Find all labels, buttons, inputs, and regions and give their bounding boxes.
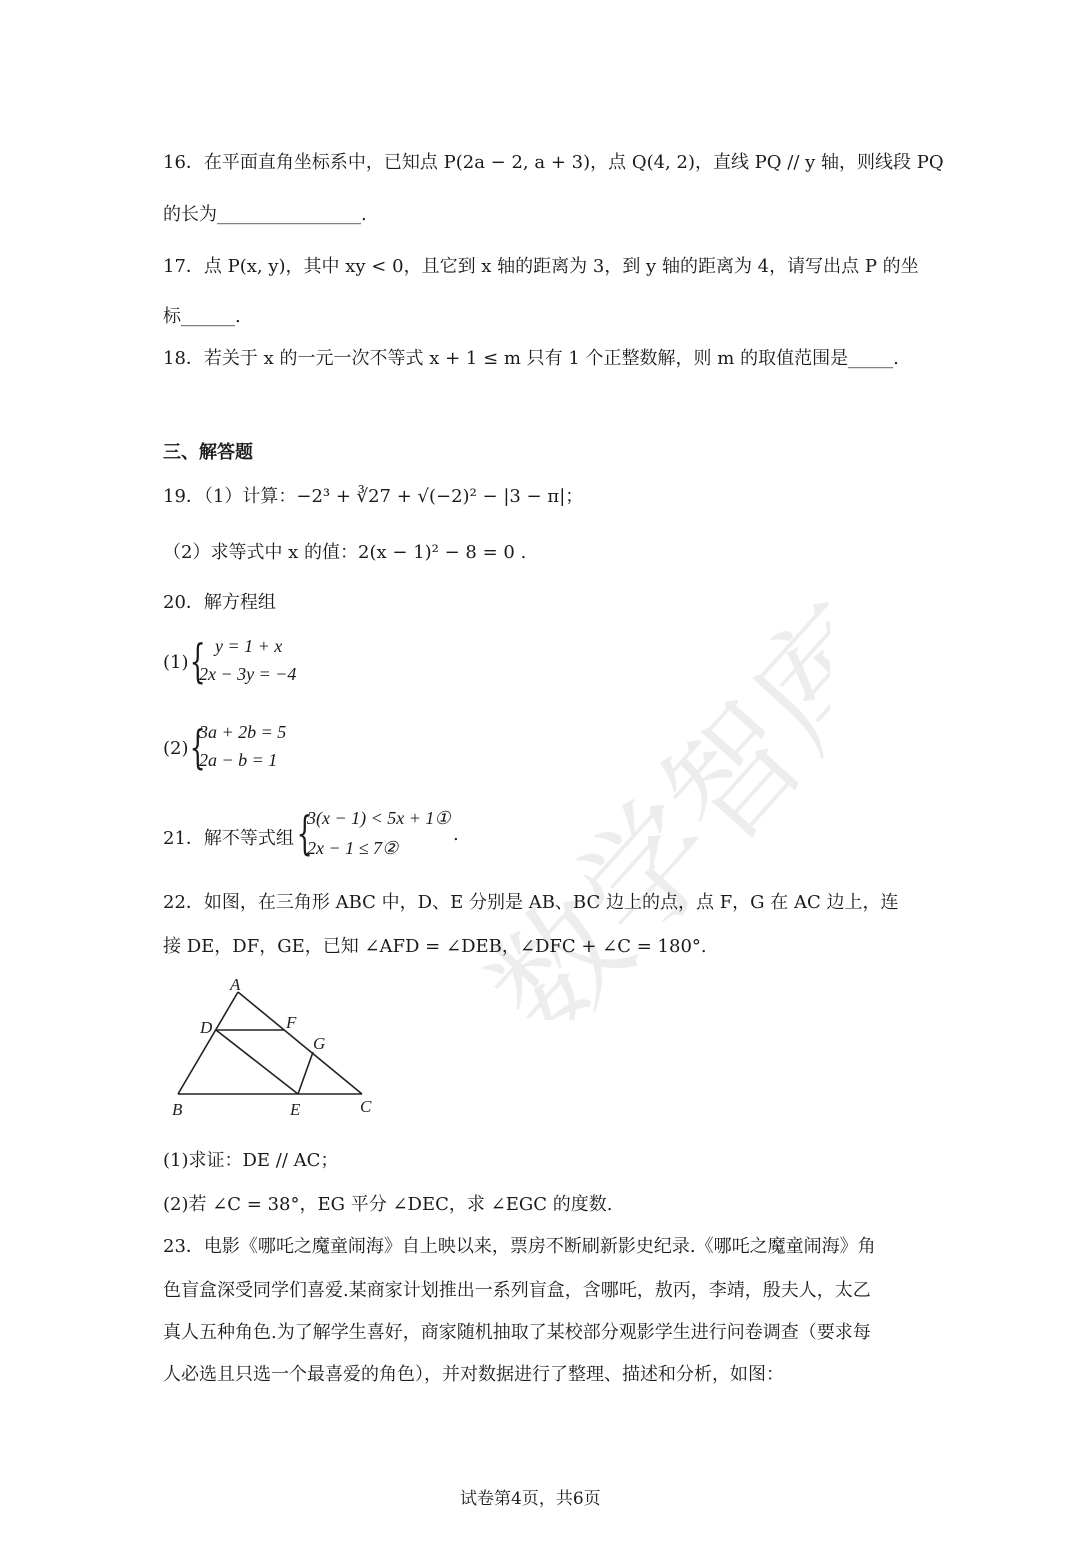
label-c: C xyxy=(360,1097,372,1116)
q23-line4: 人必选且只选一个最喜爱的角色），并对数据进行了整理、描述和分析，如图： xyxy=(163,1364,784,1385)
label-b: B xyxy=(172,1100,183,1119)
q22-sub2: (2)若 ∠C = 38°，EG 平分 ∠DEC，求 ∠EGC 的度数. xyxy=(163,1194,613,1215)
edge-ab xyxy=(178,992,238,1094)
q21-system xyxy=(163,806,483,866)
triangle-figure xyxy=(160,972,390,1122)
q21-eq1: 3(x − 1) < 5x + 1① xyxy=(307,808,451,828)
label-g: G xyxy=(313,1034,326,1053)
q16-line1: 16．在平面直角坐标系中，已知点 P(2a − 2, a + 3)，点 Q(4, 2)，直线 PQ // y 轴，则线段 PQ xyxy=(163,152,944,173)
label-f: F xyxy=(286,1013,297,1032)
q20-title: 20．解方程组 xyxy=(163,592,276,613)
q18-line1: 18．若关于 x 的一元一次不等式 x + 1 ≤ m 只有 1 个正整数解，则 m 的取值范围是_____. xyxy=(163,348,899,369)
q19-part1: 19．（1）计算：−2³ + ∛27 + √(−2)² − |3 − π|； xyxy=(163,486,584,507)
page-footer: 试卷第4页，共6页 xyxy=(460,1489,601,1509)
q20-system-1 xyxy=(163,632,363,692)
q23-line1: 23．电影《哪吒之魔童闹海》自上映以来，票房不断刷新影史纪录.《哪吒之魔童闹海》角 xyxy=(163,1236,876,1257)
q23-line2: 色盲盒深受同学们喜爱.某商家计划推出一系列盲盒，含哪吒，敖丙，李靖，殷夫人，太乙 xyxy=(163,1280,871,1301)
watermark-text: 数学智库 xyxy=(461,579,830,1020)
q20-sys1-eq2: 2x − 3y = −4 xyxy=(199,664,297,684)
q23-line3: 真人五种角色.为了解学生喜好，商家随机抽取了某校部分观影学生进行问卷调查（要求每 xyxy=(163,1322,871,1343)
segment-de xyxy=(216,1030,298,1094)
q21-eq2: 2x − 1 ≤ 7② xyxy=(307,838,399,858)
q20-sys2-brace: { xyxy=(189,720,206,774)
q20-sys1-eq1: y = 1 + x xyxy=(215,636,283,656)
q17-line1: 17．点 P(x, y)，其中 xy < 0，且它到 x 轴的距离为 3，到 y 轴的距离为 4，请写出点 P 的坐 xyxy=(163,256,919,277)
edge-ac xyxy=(238,992,362,1094)
q17-line2: 标______. xyxy=(163,306,241,327)
q21-suffix: . xyxy=(453,824,459,845)
q21-prefix: 21．解不等式组 xyxy=(163,828,294,849)
q22-line2: 接 DE，DF，GE，已知 ∠AFD = ∠DEB，∠DFC + ∠C = 180°. xyxy=(163,936,707,957)
segment-eg xyxy=(298,1052,313,1094)
q20-sys1-brace: { xyxy=(189,634,206,688)
q16-line2: 的长为________________. xyxy=(163,204,367,225)
q20-sys2-eq2: 2a − b = 1 xyxy=(199,750,278,770)
q19-part2: （2）求等式中 x 的值：2(x − 1)² − 8 = 0 . xyxy=(163,542,527,563)
q21-brace: { xyxy=(296,806,313,860)
q20-sys2-eq1: 3a + 2b = 5 xyxy=(199,722,287,742)
q22-sub1: (1)求证：DE // AC； xyxy=(163,1150,339,1171)
label-e: E xyxy=(290,1100,301,1119)
q20-system-2 xyxy=(163,718,363,778)
label-d: D xyxy=(200,1018,213,1037)
q22-line1: 22．如图，在三角形 ABC 中，D、E 分别是 AB、BC 边上的点，点 F，G 在 AC 边上，连 xyxy=(163,892,899,913)
q20-sys1-label: (1) xyxy=(163,652,189,673)
q20-sys2-label: (2) xyxy=(163,738,189,759)
label-a: A xyxy=(230,975,241,994)
section-heading: 三、解答题 xyxy=(163,442,253,463)
